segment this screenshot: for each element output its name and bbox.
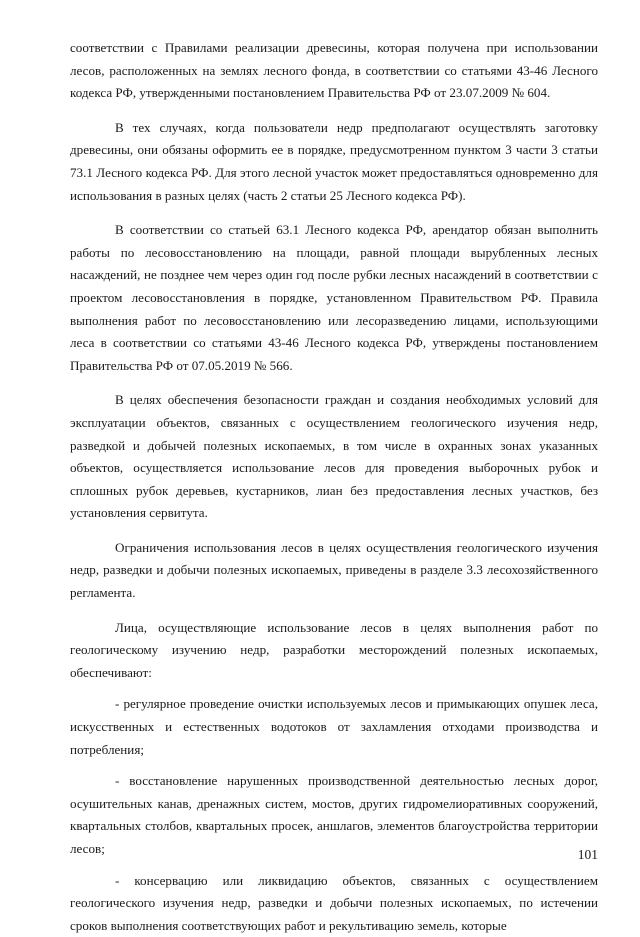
document-page xyxy=(70,37,598,937)
paragraph-safety-logging: В целях обеспечения безопасности граждан и создания необходимых условий для эксплуатации объектов, связанных с осуществлением геологического изучения недр, разведкой и добычей полезных ископаемых, в том числе в охранных зонах указанных объектов, осуществляется использование лесов для проведения выборочных рубок и сплошных рубок деревьев, кустарников, лиан без предоставления лесных участков, без установления сервитута. xyxy=(70,392,598,521)
paragraph-restrictions: Ограничения использования лесов в целях осуществления геологического изучения недр, разведки и добычи полезных ископаемых, приведены в разделе 3.3 лесохозяйственного регламента. xyxy=(70,539,598,601)
list-item-conservation: - консервацию или ликвидацию объектов, связанных с осуществлением геологического изучения недр, разведки и добычи полезных ископаемых, по истечении сроков выполнения соответствующих работ и рекультивацию земель, которые xyxy=(70,872,598,933)
paragraph-obligations-intro: Лица, осуществляющие использование лесов в целях выполнения работ по геологическому изучению недр, разработки месторождений полезных ископаемых, обеспечивают: xyxy=(70,619,598,680)
paragraph-continuation: соответствии с Правилами реализации древесины, которая получена при использовании лесов, расположенных на землях лесного фонда, в соответствии со статьями 43-46 Лесного кодекса РФ, утвержденными постановлением Правительства РФ от 23.07.2009 № 604. xyxy=(70,40,598,101)
page-number: 101 xyxy=(577,847,598,862)
list-item-cleaning: - регулярное проведение очистки используемых лесов и примыкающих опушек леса, искусственных и естественных водотоков от захламления отходами производства и потребления; xyxy=(70,696,598,757)
list-item-restoration: - восстановление нарушенных производственной деятельностью лесных дорог, осушительных канав, дренажных систем, мостов, других гидромелиоративных сооружений, квартальных столбов, квартальных просек, аншлагов, элементов благоустройства территории лесов; xyxy=(70,773,598,856)
paragraph-reforestation: В соответствии со статьей 63.1 Лесного кодекса РФ, арендатор обязан выполнить работы по лесовосстановлению на площади, равной площади вырубленных лесных насаждений, не позднее чем через один год после рубки лесных насаждений в соответствии с проектом лесовосстановления в порядке, установленном Правительством РФ. Правила выполнения работ по лесовосстановлению или лесоразведению лицами, использующими леса в соответствии со статьями 43-46 Лесного кодекса РФ, утверждены постановлением Правительства РФ от 07.05.2019 № 566. xyxy=(70,222,598,373)
paragraph-subsoil-users-logging: В тех случаях, когда пользователи недр предполагают осуществлять заготовку древесины, они обязаны оформить ее в порядке, предусмотренном пунктом 3 части 3 статьи 73.1 Лесного кодекса РФ. Для этого лесной участок может предоставляться одновременно для использования в разных целях (часть 2 статьи 25 Лесного кодекса РФ). xyxy=(70,119,598,203)
